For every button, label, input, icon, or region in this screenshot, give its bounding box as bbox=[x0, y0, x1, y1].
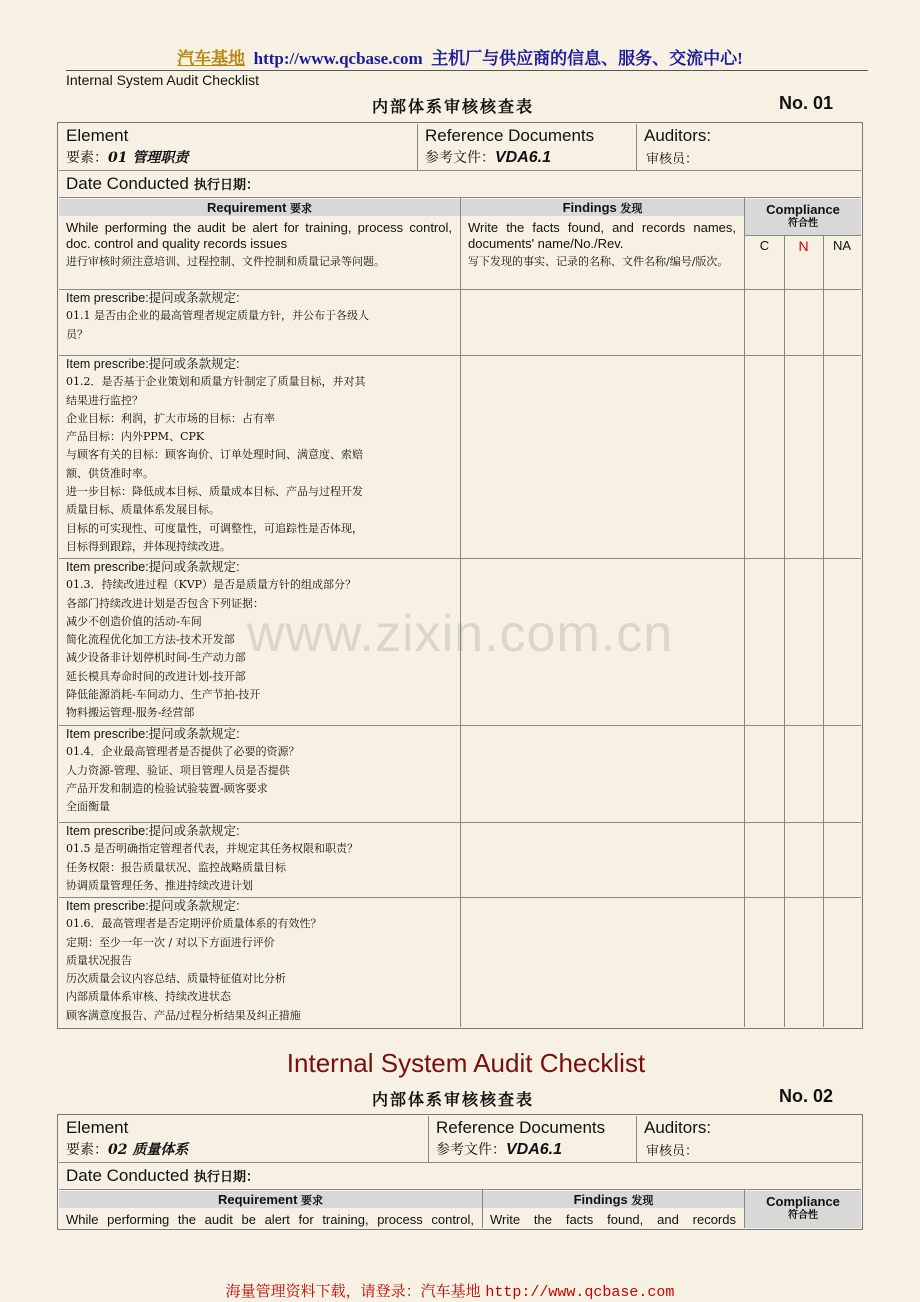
requirement-header-en: Requirement bbox=[217, 1192, 298, 1207]
doc-title-small: Internal System Audit Checklist bbox=[66, 72, 259, 88]
reference-value: VDA6.1 bbox=[495, 149, 552, 166]
auditors-cell bbox=[637, 124, 861, 170]
findings-description bbox=[468, 220, 736, 271]
item-line: 历次质量会议内容总结、质量特征值对比分析 bbox=[66, 972, 286, 986]
page-footer bbox=[0, 1280, 900, 1301]
requirement-text-en: While performing the audit be alert for training, process control, doc. control and quality records issues bbox=[66, 220, 452, 251]
requirement-header-cn: 要求 bbox=[301, 1194, 324, 1207]
item-line: 各部门持续改进计划是否包含下列证据： bbox=[66, 596, 264, 610]
compliance-n-label: N bbox=[798, 238, 809, 254]
item-line: 内部质量体系审核、持续改进状态 bbox=[66, 990, 231, 1004]
element-cn-prefix: 要素： bbox=[66, 150, 108, 166]
reference-cell bbox=[429, 1116, 636, 1162]
element-cell bbox=[59, 124, 417, 170]
item-line: 产品开发和制造的检验试验装置-顾客要求 bbox=[66, 781, 268, 795]
date-cn: 执行日期： bbox=[193, 1170, 259, 1185]
item-line: 目标的可实现性、可度量性，可调整性，可追踪性是否体现， bbox=[66, 521, 363, 535]
reference-value: VDA6.1 bbox=[506, 1141, 563, 1158]
auditors-label: Auditors: bbox=[644, 1118, 712, 1137]
checklist-item bbox=[66, 289, 456, 344]
requirement-text-cn: 进行审核时须注意培训、过程控制、文件控制和质量记录等问题。 bbox=[66, 255, 385, 268]
requirement-text-en: While performing the audit be alert for training, process control, bbox=[66, 1212, 474, 1227]
site-url-link[interactable]: http://www.qcbase.com bbox=[253, 49, 423, 68]
item-line: Item prescribe:提问或条款规定: bbox=[66, 899, 240, 913]
compliance-header-cn: 符合性 bbox=[788, 218, 818, 229]
item-line: 减少不创造价值的活动-车间 bbox=[66, 614, 202, 628]
item-line: 简化流程优化加工方法-技术开发部 bbox=[66, 633, 235, 647]
item-line: Item prescribe:提问或条款规定: bbox=[66, 291, 240, 305]
auditors-label: Auditors: bbox=[644, 126, 712, 145]
item-line: 人力资源-管理、验证、项目管理人员是否提供 bbox=[66, 763, 290, 777]
item-line: 01.3．持续改进过程（KVP）是否是质量方针的组成部分？ bbox=[66, 578, 357, 592]
footer-text: 海量管理资料下载，请登录：汽车基地 bbox=[225, 1282, 481, 1300]
auditors-cell bbox=[637, 1116, 861, 1162]
requirement-description bbox=[66, 220, 452, 271]
item-line: 目标得到跟踪，并体现持续改进。 bbox=[66, 539, 231, 553]
requirement-header-en: Requirement bbox=[206, 200, 287, 215]
element-label: Element bbox=[66, 1118, 129, 1137]
checklist-item bbox=[66, 725, 456, 816]
element-value: 02 质量体系 bbox=[108, 1142, 189, 1158]
item-line: 01.4．企业最高管理者是否提供了必要的资源？ bbox=[66, 745, 300, 759]
item-line: 进一步目标：降低成本目标、质量成本目标、产品与过程开发 bbox=[66, 485, 363, 499]
reference-cn-prefix: 参考文件： bbox=[436, 1142, 506, 1158]
reference-label: Reference Documents bbox=[436, 1118, 606, 1137]
date-conducted bbox=[66, 1166, 259, 1186]
compliance-c-label: C bbox=[759, 238, 770, 253]
checklist-item bbox=[66, 822, 456, 895]
item-line: 01.6．最高管理者是否定期评价质量体系的有效性？ bbox=[66, 917, 322, 931]
element-cn-prefix: 要素： bbox=[66, 1142, 108, 1158]
findings-header-en: Findings bbox=[573, 1192, 628, 1207]
compliance-na-label: NA bbox=[832, 238, 852, 253]
findings-header bbox=[461, 199, 744, 216]
requirement-header-cn: 要求 bbox=[290, 202, 313, 215]
item-line: Item prescribe:提问或条款规定: bbox=[66, 560, 240, 574]
page-title: Internal System Audit Checklist bbox=[286, 1048, 646, 1078]
sheet2-title-cn: 内部体系审核核查表 bbox=[372, 1090, 535, 1109]
item-line: 质量状况报告 bbox=[66, 953, 132, 967]
divider bbox=[745, 235, 861, 236]
auditors-cn: 审核员： bbox=[646, 152, 699, 167]
watermark: www.zixin.com.cn bbox=[246, 605, 674, 663]
compliance-header bbox=[745, 199, 861, 235]
checklist-item bbox=[66, 355, 456, 556]
item-line: 延长模具寿命时间的改进计划-技开部 bbox=[66, 669, 246, 683]
divider bbox=[59, 1189, 861, 1190]
findings-header-cn: 发现 bbox=[620, 202, 643, 215]
item-line: 员？ bbox=[66, 327, 88, 341]
item-line: 顾客满意度报告、产品/过程分析结果及纠正措施 bbox=[66, 1008, 301, 1022]
findings-text-en: Write the facts found, and records names, documents' name/No./Rev. bbox=[468, 220, 736, 251]
site-brand-link[interactable]: 汽车基地 bbox=[177, 49, 246, 68]
date-conducted bbox=[66, 174, 259, 194]
item-line: 产品目标：内外PPM、CPK bbox=[66, 430, 205, 444]
item-line: 01.5 是否明确指定管理者代表，并规定其任务权限和职责？ bbox=[66, 842, 358, 856]
item-line: 01.1 是否由企业的最高管理者规定质量方针，并公布于各级人 bbox=[66, 309, 369, 323]
item-line: Item prescribe:提问或条款规定: bbox=[66, 357, 240, 371]
item-line: 质量目标、质量体系发展目标。 bbox=[66, 503, 220, 517]
sheet1-number: No. 01 bbox=[779, 93, 834, 113]
item-line: 物料搬运管理-服务-经营部 bbox=[66, 706, 195, 720]
item-line: 额、供货准时率。 bbox=[66, 466, 154, 480]
item-line: 01.2．是否基于企业策划和质量方针制定了质量目标，并对其 bbox=[66, 375, 366, 389]
findings-text-cn: 写下发现的事实、记录的名称、文件名称/编号/版次。 bbox=[468, 255, 729, 268]
compliance-header-en: Compliance bbox=[766, 202, 840, 217]
item-line: 减少设备非计划停机时间-生产动力部 bbox=[66, 651, 246, 665]
item-line: 协调质量管理任务、推进持续改进计划 bbox=[66, 878, 253, 892]
reference-cell bbox=[418, 124, 636, 170]
item-line: Item prescribe:提问或条款规定: bbox=[66, 727, 240, 741]
item-line: 定期：至少一年一次 / 对以下方面进行评价 bbox=[66, 935, 275, 949]
findings-header-cn: 发现 bbox=[631, 1194, 654, 1207]
footer-url-link[interactable]: http://www.qcbase.com bbox=[485, 1284, 675, 1301]
compliance-header bbox=[745, 1191, 861, 1228]
sheet1-title-cn: 内部体系审核核查表 bbox=[372, 97, 535, 116]
findings-header-en: Findings bbox=[562, 200, 617, 215]
divider bbox=[59, 170, 861, 171]
item-line: 全面衡量 bbox=[66, 800, 110, 814]
item-line: Item prescribe:提问或条款规定: bbox=[66, 824, 240, 838]
compliance-header-cn: 符合性 bbox=[788, 1210, 818, 1221]
item-line: 结果进行监控？ bbox=[66, 393, 143, 407]
date-label: Date Conducted bbox=[66, 174, 189, 193]
item-line: 企业目标：利润，扩大市场的目标：占有率 bbox=[66, 411, 275, 425]
date-label: Date Conducted bbox=[66, 1166, 189, 1185]
site-header bbox=[0, 44, 920, 69]
auditors-cn: 审核员： bbox=[646, 1144, 699, 1159]
element-value: 01 管理职责 bbox=[108, 150, 189, 166]
checklist-item bbox=[66, 897, 456, 1025]
reference-cn-prefix: 参考文件： bbox=[425, 150, 495, 166]
compliance-header-en: Compliance bbox=[766, 1194, 840, 1209]
reference-label: Reference Documents bbox=[425, 126, 595, 145]
header-divider bbox=[66, 70, 868, 71]
sheet2-number: No. 02 bbox=[779, 1086, 834, 1106]
date-cn: 执行日期： bbox=[193, 178, 259, 193]
requirement-header bbox=[59, 199, 460, 216]
item-line: 降低能源消耗-车间动力、生产节拍-技开 bbox=[66, 688, 261, 702]
element-label: Element bbox=[66, 126, 129, 145]
findings-text-en: Write the facts found, and records bbox=[490, 1212, 736, 1227]
element-cell bbox=[59, 1116, 428, 1162]
findings-header bbox=[483, 1191, 744, 1208]
item-line: 与顾客有关的目标：顾客询价、订单处理时间、满意度、索赔 bbox=[66, 448, 363, 462]
requirement-header bbox=[59, 1191, 482, 1208]
divider bbox=[59, 1162, 861, 1163]
item-line: 任务权限：报告质量状况、监控战略质量目标 bbox=[66, 860, 286, 874]
site-slogan: 主机厂与供应商的信息、服务、交流中心! bbox=[431, 49, 743, 68]
